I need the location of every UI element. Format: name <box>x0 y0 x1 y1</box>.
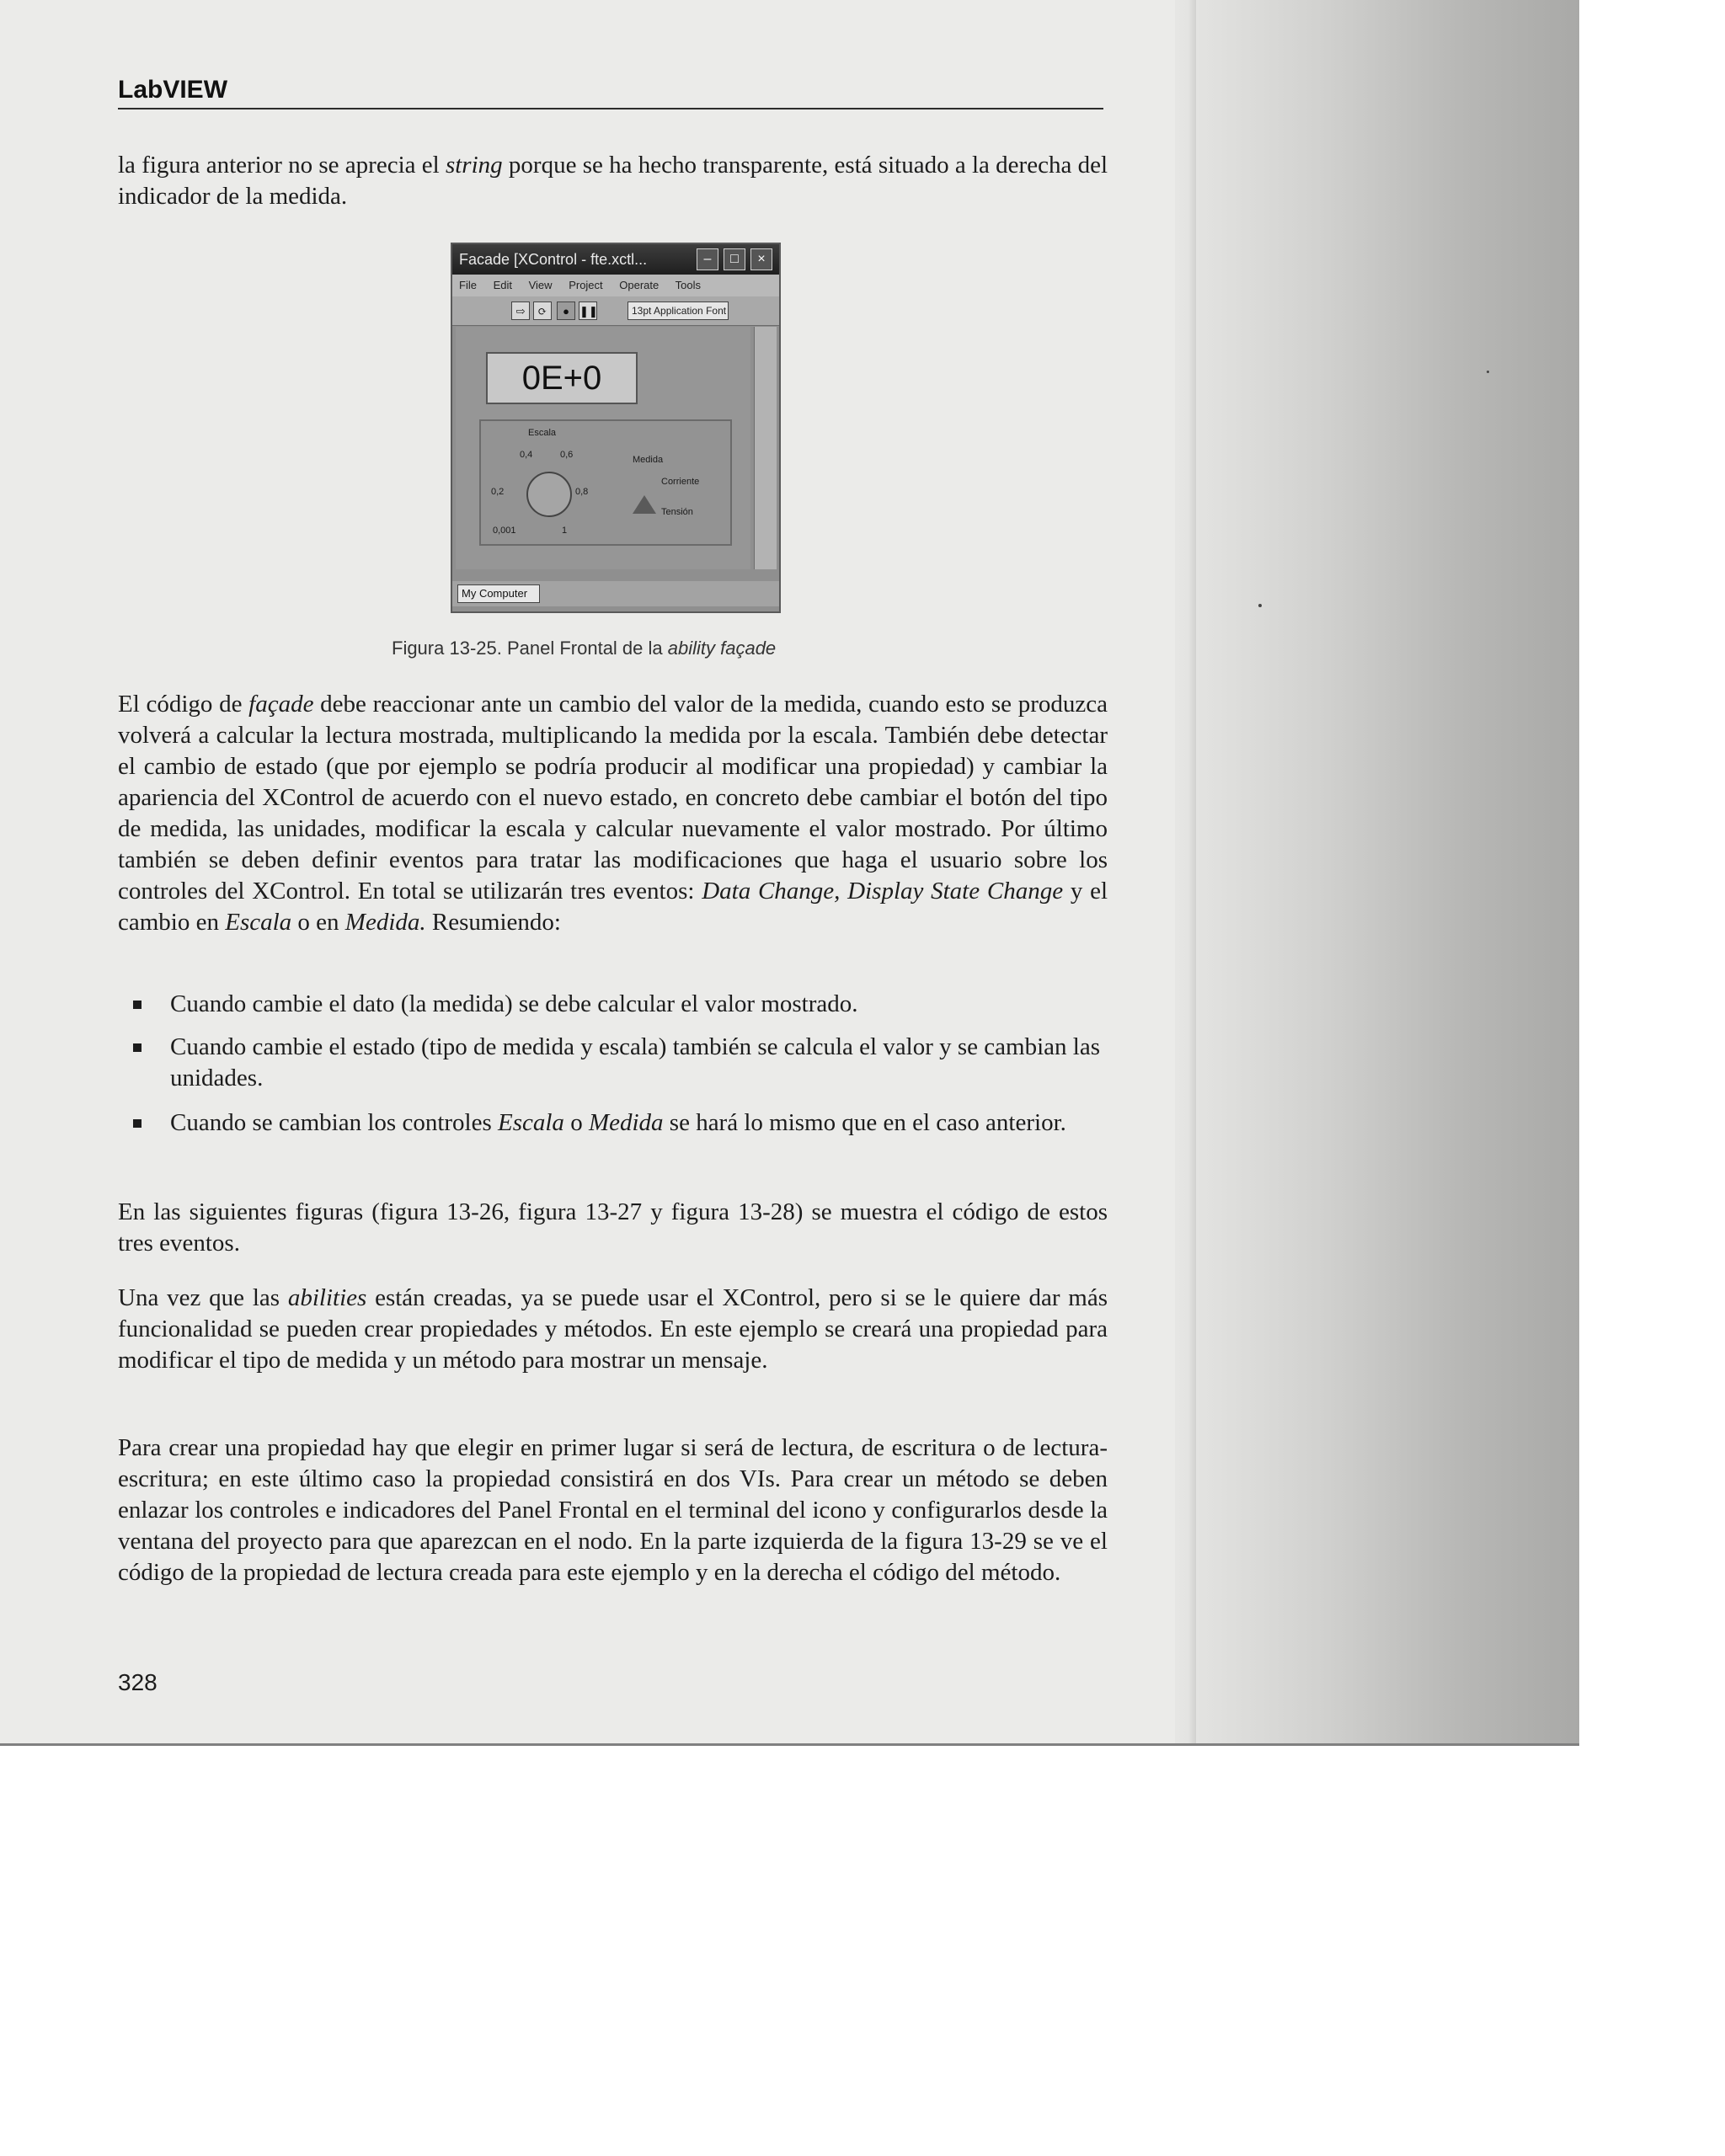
knob-tick: 0,8 <box>575 487 589 497</box>
escala-label: Escala <box>528 428 557 438</box>
text-run: la figura anterior no se aprecia el <box>118 152 446 179</box>
run-arrow-icon: ⇨ <box>511 302 530 320</box>
context-selector: My Computer <box>457 584 540 603</box>
text-run: se hará lo mismo que en el caso anterior. <box>663 1109 1066 1136</box>
knob-tick: 0,001 <box>493 526 516 536</box>
list-item-text: Cuando cambie el estado (tipo de medida y escala) también se calcula el valor y se cambian las unidades. <box>170 1033 1100 1091</box>
maximize-icon: □ <box>724 248 745 270</box>
medida-label: Medida <box>633 455 664 465</box>
menu-operate: Operate <box>619 279 660 291</box>
text-run-italic: Medida <box>588 1109 664 1136</box>
text-run: Resumiendo: <box>425 909 561 936</box>
text-run-italic: Data Change, Display State Change <box>702 878 1064 905</box>
list-item-text: Cuando cambie el dato (la medida) se debe calcular el valor mostrado. <box>170 990 858 1017</box>
corriente-label: Corriente <box>661 477 700 487</box>
page-number: 328 <box>118 1669 158 1695</box>
scan-speck <box>1258 604 1262 607</box>
window-titlebar <box>452 244 779 275</box>
bullet-icon <box>133 1001 142 1009</box>
menu-view: View <box>528 279 553 291</box>
bullet-icon <box>133 1119 142 1128</box>
controls-cluster <box>479 419 732 546</box>
text-run: o en <box>291 909 345 936</box>
caption-italic: ability façade <box>667 638 777 659</box>
text-run: Cuando se cambian los controles <box>170 1109 498 1136</box>
scan-bottom-edge <box>0 1743 1579 1746</box>
text-run: Una vez que las <box>118 1284 288 1311</box>
minimize-icon: – <box>697 248 718 270</box>
escala-knob <box>526 472 572 517</box>
text-run-italic: façade <box>248 691 314 718</box>
text-run: están creadas, ya se puede usar el XControl, pero si se le quiere dar más funcionalidad se pueden crear propiedades y métodos. En este ejemplo se creará una propiedad para modificar el tipo de medida y un método para mostrar un mensaje. <box>118 1284 1108 1374</box>
figure-caption <box>392 638 776 659</box>
text-run-italic: Escala <box>225 909 292 936</box>
paragraph-intro <box>118 150 1108 212</box>
page-gutter-shadow <box>1175 0 1579 1745</box>
window-title: Facade [XControl - fte.xctl... <box>459 251 648 268</box>
running-head-title: LabVIEW <box>118 76 228 104</box>
knob-tick: 0,2 <box>491 487 505 497</box>
font-selector: 13pt Application Font <box>628 302 729 320</box>
tension-label: Tensión <box>661 507 693 517</box>
text-run: porque se ha hecho transparente, está situado a la derecha del indicador de la medida. <box>118 152 1108 210</box>
text-run: y el cambio en <box>118 878 1108 936</box>
figure-screenshot <box>451 243 781 613</box>
knob-tick: 0,4 <box>520 450 533 460</box>
close-icon: × <box>750 248 772 270</box>
text-run-italic: Escala <box>498 1109 564 1136</box>
run-continuous-icon: ⟳ <box>533 302 552 320</box>
text-run: debe reaccionar ante un cambio del valor de la medida, cuando esto se produzca volverá a calcular la lectura mostrada, multiplicando la medida por la escala. También debe detectar el cambio de estado (que por ejemplo se podría producir al modificar una propiedad) y cambiar la apariencia del XControl de acuerdo con el nuevo estado, en concreto debe cambiar el botón del tipo de medida, las unidades, modificar la escala y calcular nuevamente el valor mostrado. Por último también se deben definir eventos para tratar las modificaciones que haga el usuario sobre los controles del XControl. En total se utilizarán tres eventos: <box>118 691 1108 905</box>
paragraph-abilities <box>118 1283 1108 1376</box>
caption-text: Figura 13-25. Panel Frontal de la <box>392 638 668 659</box>
menu-file: File <box>459 279 477 291</box>
medida-switch-icon <box>633 495 656 514</box>
paragraph-facade <box>118 689 1108 938</box>
menu-edit: Edit <box>493 279 512 291</box>
scan-speck <box>1487 371 1489 373</box>
text-run-italic: Medida. <box>344 909 426 936</box>
paragraph-figures: En las siguientes figuras (figura 13-26, figura 13-27 y figura 13-28) se muestra el código de estos tres eventos. <box>118 1198 1108 1257</box>
pause-icon: ❚❚ <box>579 302 597 320</box>
menu-project: Project <box>569 279 603 291</box>
paragraph-properties: Para crear una propiedad hay que elegir en primer lugar si será de lectura, de escritura o de lectura-escritura; en este último caso la propiedad consistirá en dos VIs. Para crear un método se deben enlazar los controles e indicadores del Panel Frontal en el terminal del icono y configurarlos desde la ventana del proyecto para que aparezcan en el nodo. En la parte izquierda de la figura 13-29 se ve el código de la propiedad de lectura creada para este ejemplo y en la derecha el código del método. <box>118 1434 1108 1586</box>
vertical-scrollbar <box>754 327 777 569</box>
page-edge <box>1188 0 1196 1745</box>
list-item-text <box>170 1107 1110 1139</box>
knob-tick: 0,6 <box>560 450 574 460</box>
knob-tick: 1 <box>562 526 568 536</box>
front-panel-area <box>456 327 750 569</box>
running-head <box>118 76 1103 109</box>
window-statusbar <box>452 581 779 606</box>
text-run: o <box>563 1109 589 1136</box>
window-toolbar <box>452 296 779 326</box>
numeric-indicator: 0E+0 <box>486 352 638 404</box>
window-menubar <box>452 275 779 296</box>
text-run-italic: abilities <box>287 1284 367 1311</box>
menu-tools: Tools <box>675 279 702 291</box>
text-run-italic: string <box>445 152 503 179</box>
text-run: El código de <box>118 691 249 718</box>
abort-icon: ● <box>557 302 575 320</box>
bullet-icon <box>133 1043 142 1052</box>
